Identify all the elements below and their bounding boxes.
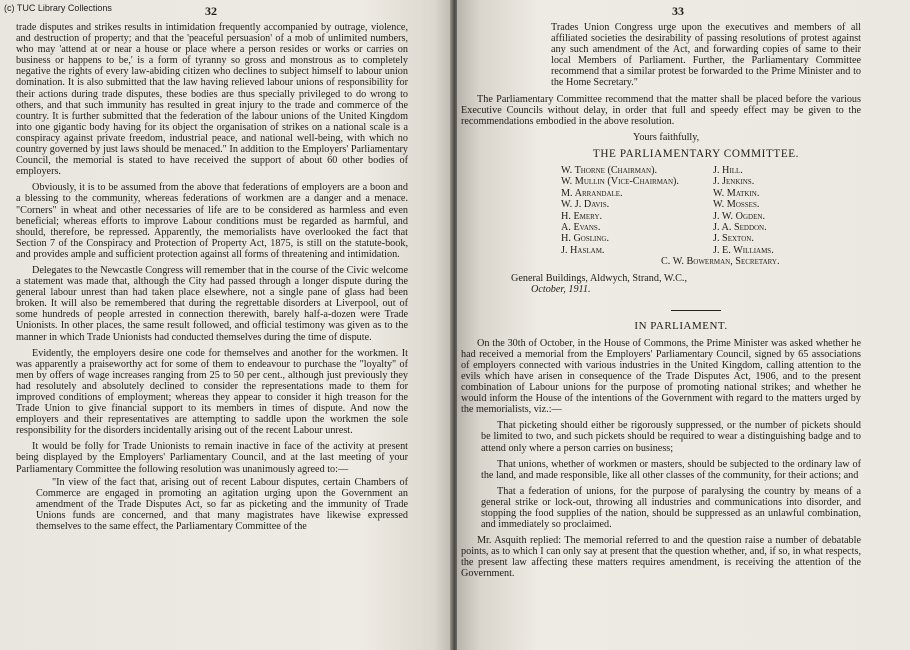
paragraph: trade disputes and strikes results in intimidation frequently accompanied by outrage, violence, and destruction of property; and that the 'peaceful persuasion' of a mob of unlimited numbers, who may 'attend at or near a house or place where a person resides or works or carries on business or happens to be,' is a form of tyranny so gross and monstrous as to completely negative the rights of every law-abiding citizen who declines to subject himself to labour union domination. It is also submitted that the law having relieved labour unions of responsibility for their actions during trade disputes, these bodies are thus specially privileged to do wrong to others, and that such immunity has resulted in great injury to the trade and commerce of the country. It is further submitted that the federation of the labour unions of the United Kingdom into one gigantic body having for its object the organisation of strikes on a national scale is a conspiracy against private freedom, industrial peace, and national well-being, with which no country governed by just laws should be menaced." In addition to the Employers' Parliamentary Council, the memorial is stated to have received the support of about 60 other bodies of employers. — [16, 22, 408, 178]
date: October, 1911. — [531, 284, 591, 296]
resolution-continuation: Trades Union Congress urge upon the executives and members of all affiliated societies the desirability of passing resolutions of protest against any such amendment of the Act, and forwarding copies of same to their local Members of Parliament. Further, the Parliamentary Committee recommend that a similar protest be forwarded to the Prime Minister and to the Home Secretary." — [551, 22, 861, 89]
copyright-notice: (c) TUC Library Collections — [4, 3, 112, 13]
resolution-quote: "In view of the fact that, arising out of recent Labour disputes, certain Chambers of Commerce are engaged in promoting an agitation urging upon the Government an amendment of the Trade Disputes Act, so far as picketing and the immunity of Trade Unions funds are concerned, and that many magistrates have likewise expressed themselves to the same effect, the Parliamentary Committee of the — [36, 476, 408, 533]
right-page — [457, 0, 910, 650]
member-name: H. Emery. — [561, 210, 603, 222]
parliament-intro: On the 30th of October, in the House of Commons, the Prime Minister was asked whether he had received a memorial from the Employers' Parliamentary Council, signed by 65 associations of employers connected with various industries in the United Kingdom, calling attention to the evils which have arisen in consequence of the Trade Disputes Act, 1906, and to the present combination of Labour unions for the purpose of promoting national strikes; and whether he would inform the House of the intentions of the Government with regard to the matters urged by the memorialists, viz.:— — [461, 337, 861, 416]
page-number-left: 32 — [205, 4, 217, 18]
member-name: W. Thorne (Chairman). — [561, 165, 658, 177]
paragraph: It would be folly for Trade Unionists to remain inactive in face of the activity at present being displayed by the Employers' Parliamentary Council, and at the last meeting of your Parliamentary Committee the following resolution was unanimously agreed to:— — [16, 441, 408, 475]
member-name: W. Mosses. — [713, 199, 760, 211]
members-column-2 — [713, 165, 774, 256]
committee-title: THE PARLIAMENTARY COMMITTEE. — [592, 147, 800, 160]
member-name: H. Gosling. — [561, 233, 610, 245]
demand-item: That picketing should either be rigorously suppressed, or the number of pickets should be limited to two, and such pickets should be required to wear a distinguishing badge and to attend only where a person carries on business; — [481, 420, 861, 454]
address: General Buildings, Aldwych, Strand, W.C., — [511, 273, 688, 285]
page-number-right: 33 — [672, 4, 684, 18]
member-name: W. J. Davis. — [561, 199, 610, 211]
left-text-column — [16, 22, 408, 532]
right-text-column — [461, 22, 861, 580]
member-name: W. Matkin. — [713, 187, 760, 199]
secretary-signature: C. W. Bowerman, Secretary. — [661, 256, 780, 268]
committee-members — [561, 165, 861, 256]
signoff: Yours faithfully, — [633, 131, 700, 143]
member-name: W. Mullin (Vice-Chairman). — [561, 176, 679, 188]
paragraph: Delegates to the Newcastle Congress will remember that in the course of the Civic welcome a statement was made that, although the City had passed through a longer dispute during the general labour unrest than had taken place elsewhere, not a single pane of glass had been broken. It will also be remembered that during the regrettable disorders at Liverpool, out of some hundreds of people arrested in connection therewith, barely half-a-dozen were Trade Unionists. In other places, the same result followed, and official testimony was given as to the manner in which Trade Unionists had conducted themselves during the time of dispute. — [16, 264, 408, 343]
member-name: M. Arrandale. — [561, 187, 623, 199]
members-column-1 — [561, 165, 713, 256]
member-name: J. A. Seddon. — [713, 222, 767, 234]
recommendation-paragraph: The Parliamentary Committee recommend that the matter shall be placed before the various Executive Councils without delay, in order that full and speedy effect may be given to the recommendations embodied in the above resolution. — [461, 93, 861, 127]
member-name: J. Sexton. — [713, 233, 754, 245]
member-name: J. Jenkins. — [713, 176, 755, 188]
member-name: J. E. Williams. — [713, 244, 774, 256]
member-name: J. Haslam. — [561, 244, 605, 256]
member-name: A. Evans. — [561, 222, 601, 234]
demand-item: That unions, whether of workmen or masters, should be subjected to the ordinary law of the land, and made responsible, like all other classes of the community, for their actions; and — [481, 458, 861, 481]
demand-item: That a federation of unions, for the purpose of paralysing the country by means of a general strike or lock-out, throwing all industries and communications into disorder, and stopping the food supplies of the nation, should be suppressed as an unlawful combination, and immediately so proclaimed. — [481, 485, 861, 531]
paragraph: Evidently, the employers desire one code for themselves and another for the workmen. It was apparently a praiseworthy act for some of them to endeavour to purchase the "loyalty" of men by offers of wage increases ranging from 25 to 50 per cent., although just previously they had resolutely and absolutely declined to consider the representations made to them for improved conditions of employment; whereas they appear to consider it high treason for the Trade Union to give financial support to its members in times of dispute. And now the employers and their representatives are attempting to saddle upon the workmen the sole responsibility for the disorders incidentally arising out of the recent Labour unrest. — [16, 347, 408, 437]
left-page — [0, 0, 452, 650]
section-divider — [671, 310, 721, 311]
asquith-reply: Mr. Asquith replied: The memorial referred to and the question raise a number of debatable points, as to which I can only say at present that the question whether, and, if so, in what respects, the present law affecting these matters requires amendment, is receiving the attention of the Government. — [461, 535, 861, 580]
section-heading: IN PARLIAMENT. — [634, 319, 728, 332]
paragraph: Obviously, it is to be assumed from the above that federations of employers are a boon and a blessing to the community, whereas federations of workmen are a danger and a menace. "Corners" in wheat and other necessaries of life are to be considered as harmless and even beneficial; whereas efforts to improve Labour conditions must be regarded as harmful, and should, therefore, be repressed. Apparently, the memorialists have overlooked the fact that Section 7 of the Conspiracy and Protection of Property Act, 1875, is still on the statute-book, and provides ample and sufficient protection against all forms of threatening and intimidation. — [16, 182, 408, 260]
member-name: J. Hill. — [713, 165, 743, 177]
member-name: J. W. Ogden. — [713, 210, 765, 222]
